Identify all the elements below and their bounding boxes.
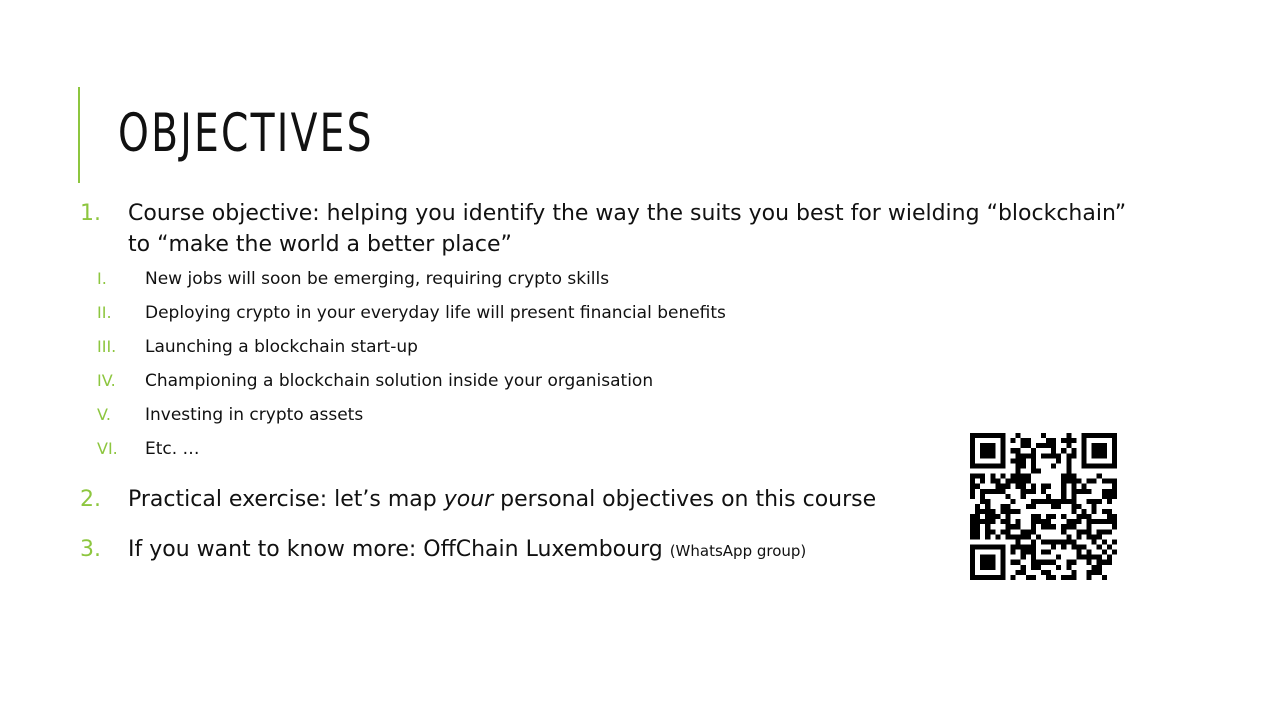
sub-list-item-text: Investing in crypto assets <box>145 405 364 425</box>
title-accent-bar <box>78 87 80 183</box>
list-item-1 <box>0 198 1280 268</box>
sub-list-item-text: Launching a blockchain start-up <box>145 337 418 357</box>
sub-list-number: III. <box>97 337 117 356</box>
list-number: 2. <box>80 487 101 512</box>
list-item-3 <box>0 534 960 566</box>
list-item-text-post: personal objectives on this course <box>493 487 877 512</box>
sub-list-item-4 <box>0 369 1280 393</box>
list-item-text <box>128 484 876 516</box>
sub-list-item-6 <box>0 437 900 461</box>
list-number: 3. <box>80 537 101 562</box>
sub-list-item-2 <box>0 301 1280 325</box>
sub-list-item-3 <box>0 335 1280 359</box>
list-item-2 <box>0 484 960 516</box>
list-number: 1. <box>80 201 101 226</box>
sub-list-number: V. <box>97 405 111 424</box>
whatsapp-note: (WhatsApp group) <box>669 542 807 560</box>
sub-list-item-text: Championing a blockchain solution inside your organisation <box>145 371 654 391</box>
list-item-text-line1: Course objective: helping you identify the way the suits you best for wielding “blockchain” <box>128 201 1127 226</box>
slide-title: OBJECTIVES <box>118 103 374 164</box>
sub-list-item-1 <box>0 267 1280 291</box>
sub-list-number: I. <box>97 269 107 288</box>
list-item-text-line2: to “make the world a better place” <box>128 232 512 257</box>
list-item-text <box>128 534 806 567</box>
list-item-text-pre: Practical exercise: let’s map <box>128 487 444 512</box>
emphasis-text: your <box>443 487 494 512</box>
list-item-text-main: If you want to know more: OffChain Luxembourg <box>128 537 663 562</box>
sub-list-item-text: Etc. … <box>145 439 200 459</box>
sub-list-item-5 <box>0 403 1280 427</box>
sub-list-item-text: Deploying crypto in your everyday life will present financial benefits <box>145 303 726 323</box>
qr-code-icon[interactable] <box>970 433 1117 580</box>
sub-list-item-text: New jobs will soon be emerging, requiring crypto skills <box>145 269 610 289</box>
sub-list-number: VI. <box>97 439 118 458</box>
sub-list-number: II. <box>97 303 112 322</box>
sub-list-number: IV. <box>97 371 116 390</box>
